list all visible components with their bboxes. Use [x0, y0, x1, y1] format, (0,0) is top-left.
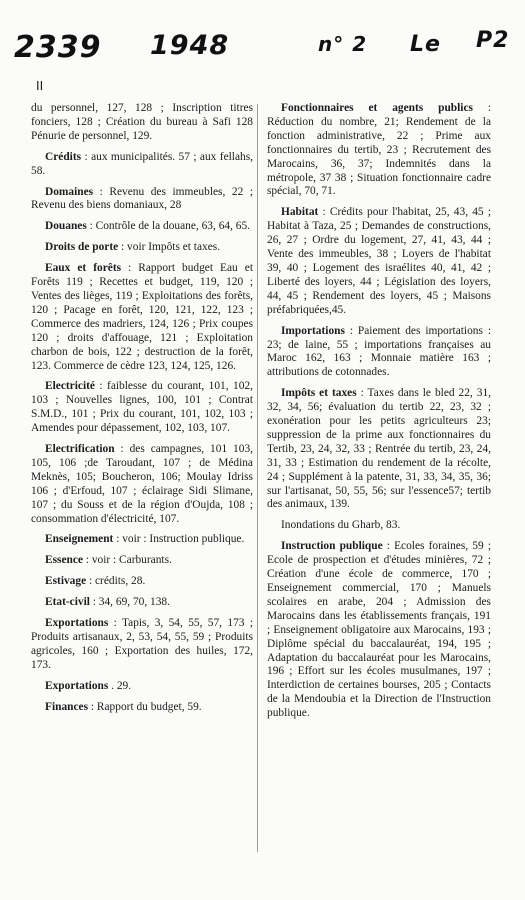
index-entry — [31, 186, 253, 214]
handwritten-issue-number: n° 2 — [318, 32, 368, 56]
index-term: Etat-civil — [45, 596, 90, 609]
index-term: Douanes — [45, 220, 87, 233]
index-term: Instruction publique — [281, 540, 383, 553]
index-term: Importations — [281, 324, 345, 337]
index-entry — [267, 102, 491, 199]
handwritten-reference-code: 2339 — [14, 30, 102, 65]
index-entry — [31, 262, 253, 373]
index-term: Electrification — [45, 443, 115, 456]
index-entry — [31, 680, 253, 694]
page-number: II — [36, 78, 44, 93]
index-references: : voir Impôts et taxes. — [118, 241, 221, 254]
index-entry — [31, 102, 253, 144]
index-entry — [267, 540, 491, 721]
index-references: du personnel, 127, 128 ; Inscription titres fonciers, 128 ; Création du bureau à Safi 128 Pénurie de personnel, 129. — [31, 102, 253, 142]
index-references: : Tapis, 3, 54, 55, 57, 173 ; Produits artisanaux, 2, 53, 54, 55, 59 ; Produits agricoles, 160 ; Exportation des huiles, 172, 173. — [31, 617, 253, 671]
index-entry — [31, 575, 253, 589]
index-references: : Ecoles foraines, 59 ; Ecole de prospection et d'études minières, 72 ; Création d'une école de commerce, 170 ; Enseignement commercial, 170 ; Manuels scolaires en arabe, 204 ; Admission des Marocains dans les établissements français, 191 ; Enseignement obligatoire aux Marocains, 193 ; Diplôme spécial du baccalauréat, 194, 195 ; Adaptation du baccalauréat pour les Marocains, 196 ; Effort sur les écoles musulmanes, 197 ; Interdiction de certaines bourses, 205 ; Contacts de la Mendoubia et la Direction de l'Instruction publique. — [267, 540, 491, 720]
index-references: : des campagnes, 101 103, 105, 106 ;de Taroudant, 107 ; de Médina Meknès, 105; Boucheron, 106; Moulay Idriss 106 ; d'Erfoud, 107 ; éclairage Sidi Slimane, 107 ; du Souss et de la région d'Oujda, 108 ; consommation d'électricité, 107. — [31, 443, 253, 525]
index-entry — [31, 533, 253, 547]
handwritten-year: 1948 — [150, 30, 230, 61]
index-term: Habitat — [281, 206, 319, 219]
index-references: : Paiement des importations : 23; de laine, 55 ; importations françaises au Maroc 162, 163 ; Monnaie matière 163 ; attributions de cotonnades. — [267, 324, 491, 379]
index-term: Exportations — [45, 617, 109, 630]
index-term: Enseignement — [45, 533, 114, 546]
index-column-left — [31, 102, 253, 722]
index-entry — [31, 443, 253, 526]
index-references: Inondations du Gharb, 83. — [281, 519, 401, 532]
index-references: : crédits, 28. — [86, 575, 146, 588]
index-references: : faiblesse du courant, 101, 102, 103 ; Nouvelles lignes, 100, 101 ; Contrat S.M.D., 101 ; Prix du courant, 101, 102, 103 ; Amendes pour dépassement, 102, 103, 107. — [31, 380, 253, 435]
index-entry — [267, 519, 491, 533]
index-entry — [267, 206, 491, 317]
index-term: Impôts et taxes — [281, 387, 357, 400]
index-references: : Contrôle de la douane, 63, 64, 65. — [86, 220, 251, 233]
index-entry — [31, 617, 253, 673]
index-entry — [267, 325, 491, 381]
index-entry — [267, 387, 491, 512]
index-term: Fonctionnaires et agents publics — [281, 102, 473, 114]
index-entry — [31, 380, 253, 436]
index-references: : Rapport du budget, 59. — [88, 700, 202, 713]
index-references: : 34, 69, 70, 138. — [89, 596, 170, 609]
index-entry — [31, 241, 253, 255]
index-term: Eaux et forêts — [45, 262, 122, 275]
index-term: Essence — [45, 554, 83, 567]
index-entry — [31, 596, 253, 610]
column-divider — [257, 104, 258, 852]
index-references: : voir : Carburants. — [82, 554, 172, 567]
index-references: : aux municipalités. 57 ; aux fellahs, 58. — [31, 150, 253, 177]
index-references: : Revenu des immeubles, 22 ; Revenu des biens domaniaux, 28 — [31, 185, 253, 212]
index-references: : Rapport budget Eau et Forêts 119 ; Recettes et budget, 119, 120 ; Ventes des lièges, 119 ; Exploitations des forêts, 120 ; Pacage en forêt, 120, 121, 122, 123 ; Commerce des madriers, 124, 126 ; Prix coupes 120 ; droits d'affouage, 121 ; Exploitation charbon de bois, 122 ; destruction de la forêt, 123. Commerce de cèdre 123, 124, 125, 126. — [31, 262, 253, 372]
index-term: Crédits — [45, 150, 82, 163]
handwritten-le: Le — [410, 32, 441, 57]
index-term: Finances — [45, 700, 89, 713]
index-entry — [31, 220, 253, 234]
index-term: Domaines — [45, 185, 94, 198]
index-term: Electricité — [45, 380, 95, 393]
index-term: Droits de porte — [45, 241, 119, 254]
index-column-right — [267, 102, 491, 728]
index-references: : Taxes dans le bled 22, 31, 32, 34, 56; évaluation du tertib 22, 23, 32 ; exonération pour les petits agriculteurs 23; suppression de la prime aux fonctionnaires du Tertib, 23, 24, 32, 33 ; Rentrée du tertib, 23, 24, 31, 33 ; Estimation du rendement de la récolte, 24 ; Supplément à la patente, 31, 33, 34, 35, 36; sur l'artisanat, 50, 55, 56; sur l'essence57; tertib des animaux, 139. — [267, 387, 491, 511]
index-term: Exportations — [45, 679, 109, 692]
index-references: : Réduction du nombre, 21; Rendement de la fonction administrative, 22 ; Prime aux fonctionnaires du tertib, 23 ; Recrutement des Marocains, 36, 37; Indemnités dans la métropole, 37 38 ; Situation fonctionnaire cadre spécial, 70, 71. — [267, 102, 491, 198]
handwritten-pr: P2 — [476, 28, 510, 53]
index-entry — [31, 151, 253, 179]
index-entry — [31, 701, 253, 715]
index-term: Estivage — [45, 575, 87, 588]
index-entry — [31, 554, 253, 568]
index-references: . 29. — [108, 679, 132, 692]
index-references: : Crédits pour l'habitat, 25, 43, 45 ; Habitat à Taza, 25 ; Demandes de constructions, 26, 27 ; Ordre du logement, 27, 41, 43, 44 ; Vente des immeubles, 38 ; Loyers de l'habitat 39, 40 ; Logement des israélites 40, 41, 42 ; Liberté des loyers, 44 ; Législation des loyers, 44, 45 ; Rendement des loyers, 45 ; Maisons préfabriquées,45. — [267, 206, 491, 316]
index-references: : voir : Instruction publique. — [113, 533, 245, 546]
